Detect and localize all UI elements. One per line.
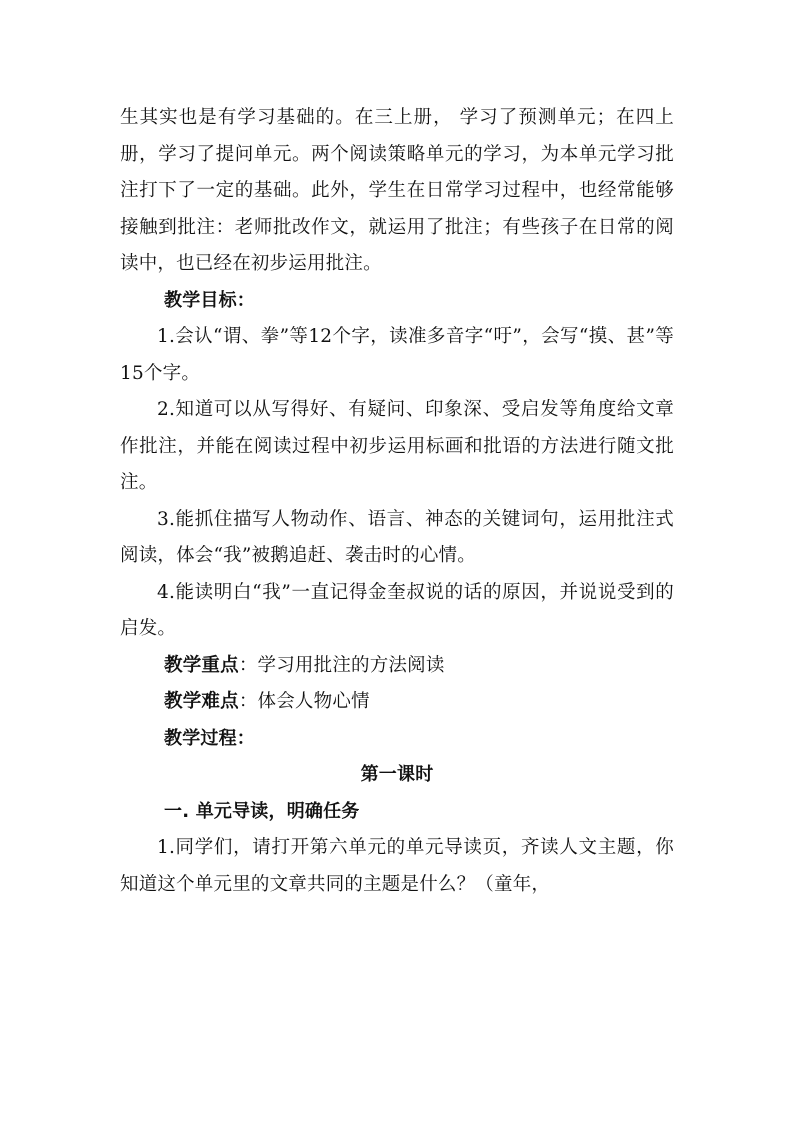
objective-item-1: 1.会认“谓、拳”等12个字，读准多音字“吁”，会写“摸、甚”等15个字。 [120, 326, 674, 384]
key-point-line [120, 648, 674, 685]
difficulty-line [120, 684, 674, 721]
objective-item-4: 4.能读明白“我”一直记得金奎叔说的话的原因，并说说受到的启发。 [120, 581, 674, 639]
key-point-text: ：学习用批注的方法阅读 [238, 654, 445, 676]
difficulty-text: ：体会人物心情 [238, 691, 370, 712]
objective-item-2: 2.知道可以从写得好、有疑问、印象深、受启发等角度给文章作批注，并能在阅读过程中初步运用标画和批语的方法进行随文批注。 [120, 399, 674, 493]
objective-item-3: 3.能抓住描写人物动作、语言、神态的关键词句，运用批注式阅读，体会“我”被鹅追赶、袭击时的心情。 [120, 508, 674, 566]
lesson-title: 第一课时 [360, 764, 434, 785]
intro-paragraph: 生其实也是有学习基础的。在三上册， 学习了预测单元；在四上册，学习了提问单元。两个阅读策略单元的学习，为本单元学习批注打下了一定的基础。此外，学生在日常学习过程中，也经常能够接触到批注：老师批改作文，就运用了批注；有些孩子在日常的阅读中，也已经在初步运用批注。 [120, 107, 674, 274]
objectives-heading: 教学目标： [164, 289, 255, 311]
section-one-paragraph: 1.同学们，请打开第六单元的单元导读页，齐读人文主题，你知道这个单元里的文章共同的主题是什么？（童年， [120, 837, 674, 895]
difficulty-label: 教学难点 [164, 691, 239, 712]
document-body [120, 100, 674, 903]
section-one-heading: 一. 单元导读，明确任务 [164, 800, 360, 822]
process-heading: 教学过程： [164, 727, 255, 749]
key-point-label: 教学重点 [164, 654, 239, 676]
